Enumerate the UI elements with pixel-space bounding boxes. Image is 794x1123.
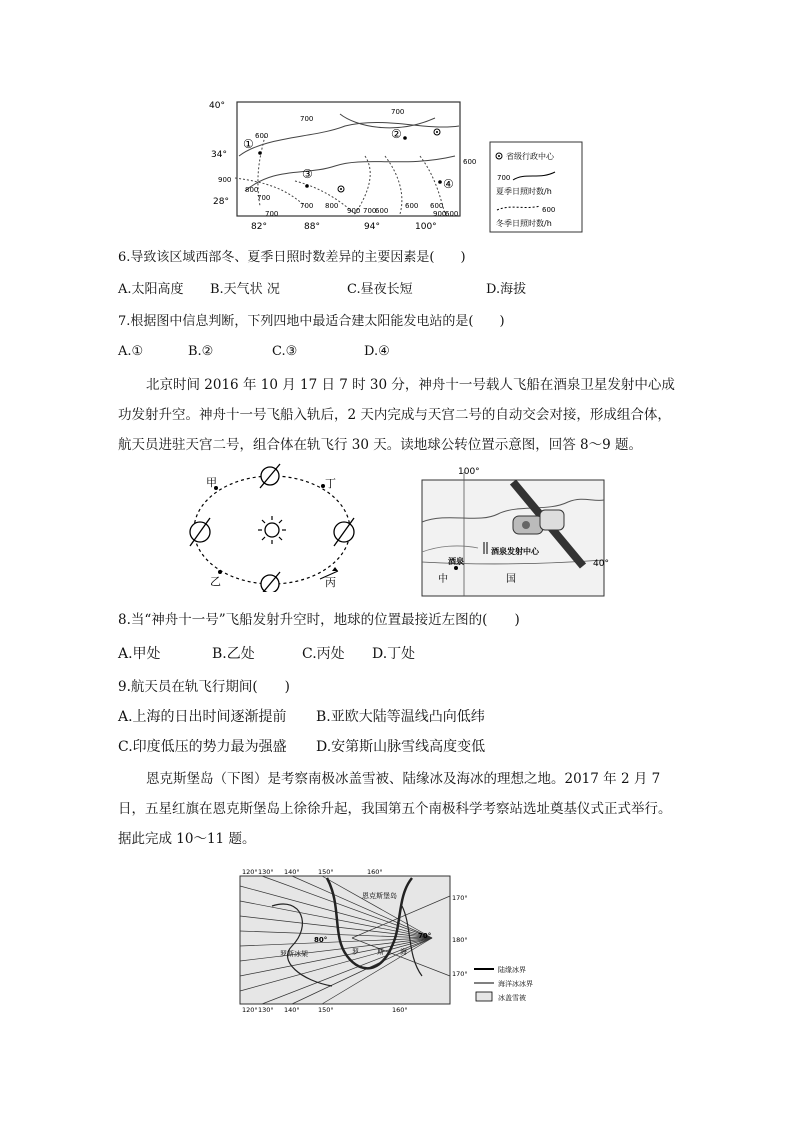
q9-option-d[interactable]: D.安第斯山脉雪线高度变低	[316, 739, 486, 755]
label-jia: 甲	[206, 476, 217, 489]
lon-top: 130°	[258, 868, 274, 876]
contour-label: 700	[257, 194, 271, 202]
q9-stem: 9.航天员在轨飞行期间( )	[118, 679, 290, 695]
lat-80: 80°	[314, 936, 328, 944]
label-bing: 丙	[325, 576, 336, 589]
contour-label: 700	[363, 207, 377, 215]
contour-label: 600	[463, 158, 477, 166]
lon-label: 100°	[415, 222, 437, 232]
lon-label: 88°	[304, 222, 320, 232]
launch-map	[418, 462, 610, 600]
lon-bottom: 150°	[318, 1006, 334, 1014]
island-label: 恩克斯堡岛	[362, 892, 397, 900]
legend-winter-label: 冬季日照时数/h	[496, 219, 552, 228]
q7-option-b[interactable]: B.②	[188, 344, 214, 359]
sea-char-1: 罗	[352, 948, 359, 956]
position-yi-dot	[218, 570, 222, 574]
legend-sea-ice: 海洋冰冰界	[498, 980, 533, 988]
contour-label: 600	[430, 202, 444, 210]
lon-label: 82°	[251, 222, 267, 232]
q7-option-c[interactable]: C.③	[272, 344, 298, 359]
q7-option-a[interactable]: A.①	[118, 344, 144, 359]
q9-option-b[interactable]: B.亚欧大陆等温线凸向低纬	[316, 709, 485, 725]
lat-label: 40°	[209, 101, 225, 111]
lon-bottom: 120°	[242, 1006, 258, 1014]
contour-label: 800	[245, 186, 259, 194]
lon-top: 150°	[318, 868, 334, 876]
contour-label: 600	[445, 210, 459, 218]
point-3-dot	[305, 184, 309, 188]
q8-option-a[interactable]: A.甲处	[118, 646, 161, 662]
lon-right: 180°	[452, 936, 468, 944]
earth-right-icon	[334, 518, 354, 546]
contour-label: 900	[218, 176, 232, 184]
contour-label: 700	[300, 202, 314, 210]
city-label: 酒泉	[448, 557, 464, 566]
q8-option-d[interactable]: D.丁处	[372, 646, 416, 662]
lat-label: 40°	[593, 559, 609, 569]
earth-orbit	[194, 476, 350, 584]
point-2-dot	[403, 136, 407, 140]
contour-label: 600	[255, 132, 269, 140]
point-4: ④	[443, 177, 454, 191]
lon-bottom: 160°	[392, 1006, 408, 1014]
lon-label: 100°	[458, 467, 480, 477]
lon-top: 160°	[367, 868, 383, 876]
lon-top: 120°	[242, 868, 258, 876]
lon-right: 170°	[452, 894, 468, 902]
point-1: ①	[243, 137, 254, 151]
legend-snow: 冰盖雪被	[498, 994, 526, 1002]
lon-top: 140°	[284, 868, 300, 876]
shelf-label: 罗斯冰架	[280, 950, 308, 958]
sea-char-3: 海	[400, 948, 407, 956]
earth-top-icon	[260, 464, 280, 488]
sun-icon	[258, 516, 286, 544]
q8-option-c[interactable]: C.丙处	[302, 646, 345, 662]
q6-option-a[interactable]: A.太阳高度	[118, 282, 184, 297]
legend-summer-label: 夏季日照时数/h	[496, 187, 552, 196]
capital-icon-dot	[340, 188, 342, 190]
legend-capital: 省级行政中心	[506, 152, 554, 161]
antarctic-map	[232, 866, 572, 1016]
contour-label: 800	[325, 202, 339, 210]
launch-center-label: 酒泉发射中心	[491, 547, 539, 556]
passage-antarctic: 恩克斯堡岛（下图）是考察南极冰盖雪被、陆缘冰及海冰的理想之地。2017 年 2 月 7 日，五星红旗在恩克斯堡岛上徐徐升起，我国第五个南极科学考察站选址奠基仪式正式举行。据此完成 10～11 题。	[118, 771, 672, 847]
legend-land-ice: 陆缘冰界	[498, 966, 526, 974]
lat-70: 70°	[418, 932, 432, 940]
point-4-dot	[438, 180, 442, 184]
contour-label: 600	[375, 207, 389, 215]
lon-bottom: 130°	[258, 1006, 274, 1014]
contour-label: 900	[347, 207, 361, 215]
q6-stem: 6.导致该区域西部冬、夏季日照时数差异的主要因素是( )	[118, 250, 466, 265]
contour-label: 900	[433, 210, 447, 218]
q9-option-c[interactable]: C.印度低压的势力最为强盛	[118, 739, 287, 755]
sunshine-map	[205, 96, 585, 236]
sea-char-2: 斯	[377, 948, 384, 956]
orbit-diagram	[180, 462, 380, 592]
lat-label: 34°	[211, 150, 227, 160]
lon-right: 170°	[452, 970, 468, 978]
lon-label: 94°	[364, 222, 380, 232]
earth-bottom-icon	[260, 572, 280, 592]
point-3: ③	[302, 167, 313, 181]
country-char-2: 国	[506, 574, 516, 585]
q6-option-c[interactable]: C.昼夜长短	[347, 282, 413, 297]
contour-label: 600	[405, 202, 419, 210]
q6-option-b[interactable]: B.天气状 况	[210, 282, 280, 297]
contour-label: 700	[300, 115, 314, 123]
q8-stem: 8.当“神舟十一号”飞船发射升空时，地球的位置最接近左图的( )	[118, 612, 520, 628]
point-2: ②	[391, 127, 402, 141]
jiuquan-dot	[454, 566, 458, 570]
label-yi: 乙	[210, 575, 221, 588]
q6-option-d[interactable]: D.海拔	[486, 282, 527, 297]
capital-icon-dot	[436, 131, 438, 133]
contour-label: 700	[265, 210, 279, 218]
q9-option-a[interactable]: A.上海的日出时间逐渐提前	[118, 709, 287, 725]
map-frame	[240, 876, 450, 1004]
earth-left-icon	[190, 518, 210, 546]
contour-label: 700	[391, 108, 405, 116]
arrow-head-icon	[332, 567, 338, 571]
lon-bottom: 140°	[284, 1006, 300, 1014]
q8-option-b[interactable]: B.乙处	[212, 646, 255, 662]
q7-option-d[interactable]: D.④	[364, 344, 390, 359]
legend-summer-value: 700	[497, 174, 511, 182]
label-ding: 丁	[325, 477, 336, 490]
lat-label: 28°	[213, 197, 229, 207]
passage-shenzhou: 北京时间 2016 年 10 月 17 日 7 时 30 分，神舟十一号载人飞船在酒泉卫星发射中心成功发射升空。神舟十一号飞船入轨后，2 天内完成与天宫二号的自动交会对接，形成组合体，航天员进驻天宫二号，组合体在轨飞行 30 天。读地球公转位置示意图，回答 8～9 题。	[118, 377, 675, 453]
q7-stem: 7.根据图中信息判断，下列四地中最适合建太阳能发电站的是( )	[118, 314, 505, 329]
country-char-1: 中	[438, 574, 448, 585]
point-1-dot	[258, 151, 262, 155]
legend-winter-value: 600	[542, 206, 556, 214]
capital-icon-dot	[498, 155, 500, 157]
legend-snow-box	[476, 992, 492, 1001]
